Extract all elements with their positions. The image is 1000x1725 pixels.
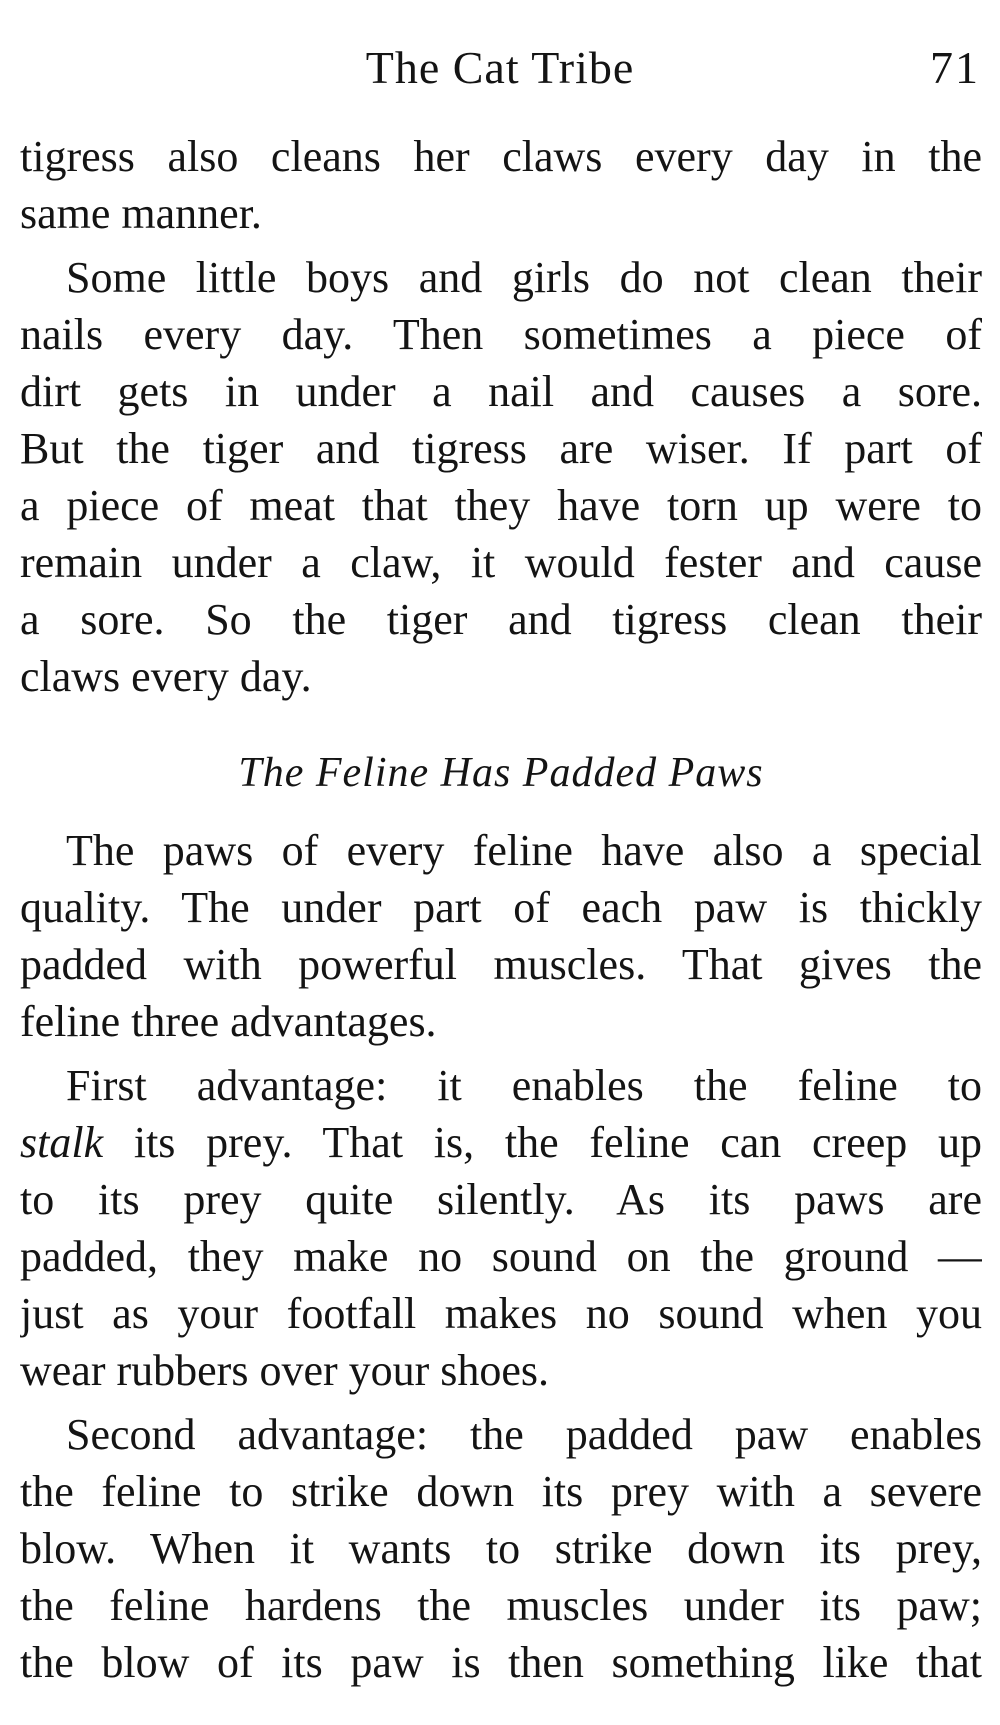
text-line: feline three advantages.: [20, 997, 437, 1046]
text-line: a piece of meat that they have torn up were to: [20, 481, 982, 530]
text-line: First advantage: it enables the feline to: [66, 1061, 982, 1110]
text-line: padded with powerful muscles. That gives the: [20, 940, 982, 989]
text-line: The paws of every feline have also a special: [66, 826, 982, 875]
text-line: the feline hardens the muscles under its paw;: [20, 1581, 982, 1630]
text-line: claws every day.: [20, 652, 312, 701]
page-number: 71: [930, 42, 980, 93]
text-line: just as your footfall makes no sound when you: [20, 1289, 982, 1338]
text-line: dirt gets in under a nail and causes a sore.: [20, 367, 982, 416]
text-line: the feline to strike down its prey with a severe: [20, 1467, 982, 1516]
running-head: [20, 38, 980, 98]
text-line-rest: its prey. That is, the feline can creep up: [133, 1118, 982, 1167]
text-line: the blow of its paw is then something like that: [20, 1638, 982, 1687]
text-line-with-italic: [20, 1114, 982, 1171]
section-heading: The Feline Has Padded Paws: [238, 750, 764, 796]
text-line: to its prey quite silently. As its paws are: [20, 1175, 982, 1224]
text-line: a sore. So the tiger and tigress clean their: [20, 595, 982, 644]
italic-word: stalk: [20, 1118, 104, 1167]
text-line: blow. When it wants to strike down its prey,: [20, 1524, 982, 1573]
text-line: Some little boys and girls do not clean their: [66, 253, 982, 302]
text-line: tigress also cleans her claws every day in the: [20, 132, 982, 181]
text-line: padded, they make no sound on the ground —: [20, 1232, 982, 1281]
text-line: nails every day. Then sometimes a piece of: [20, 310, 982, 359]
text-line: But the tiger and tigress are wiser. If part of: [20, 424, 982, 473]
text-line: remain under a claw, it would fester and cause: [20, 538, 982, 587]
text-line: wear rubbers over your shoes.: [20, 1346, 550, 1395]
body-text: [20, 128, 982, 1691]
text-line: Second advantage: the padded paw enables: [66, 1410, 982, 1459]
running-title: The Cat Tribe: [365, 42, 635, 93]
text-line: same manner.: [20, 189, 262, 238]
text-line: quality. The under part of each paw is thickly: [20, 883, 982, 932]
